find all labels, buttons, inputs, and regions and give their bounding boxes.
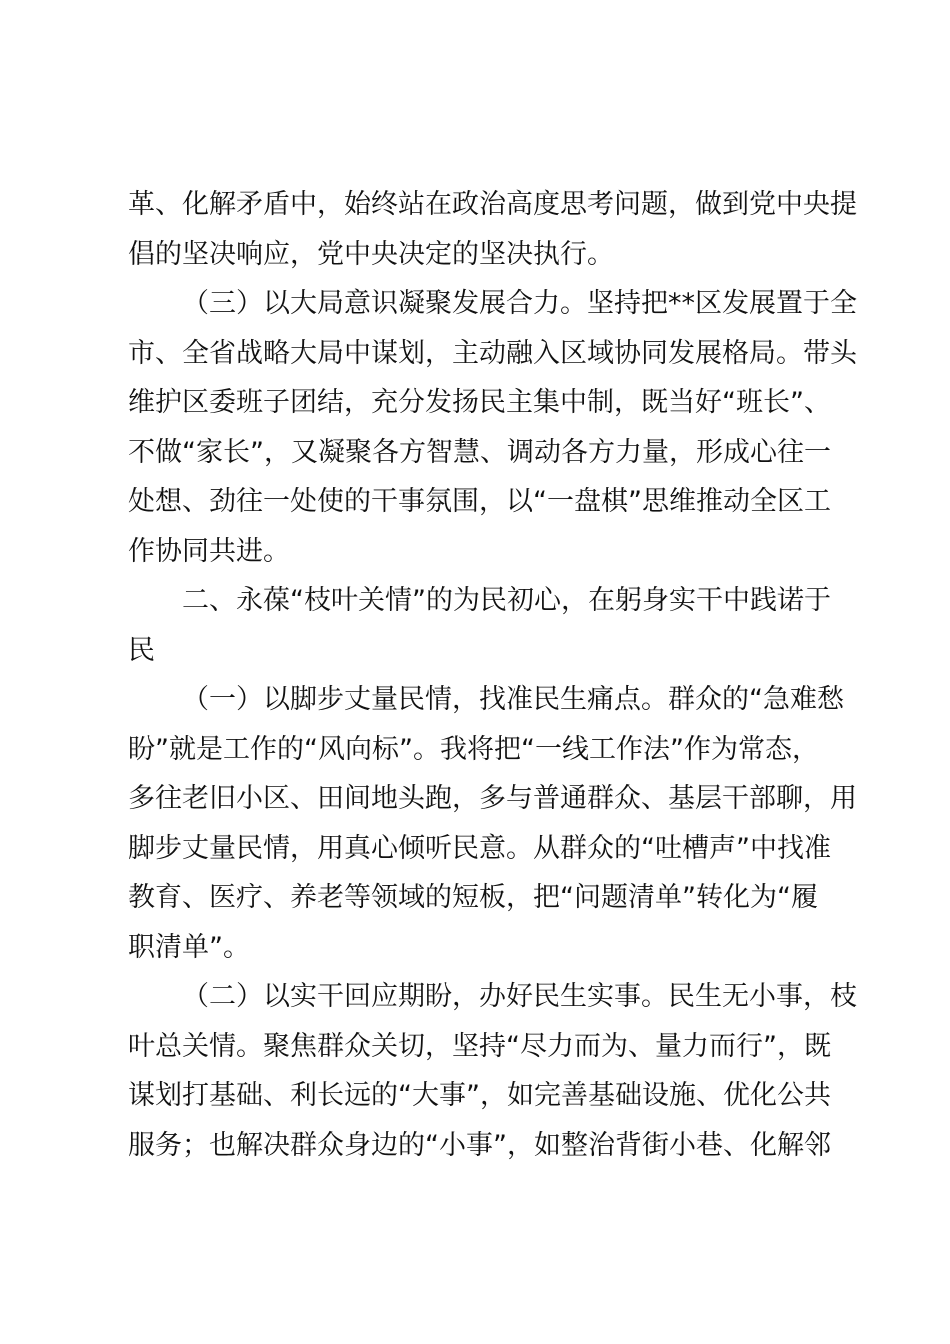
text-line: 盼”就是工作的“风向标”。我将把“一线工作法”作为常态， [128, 733, 819, 765]
text-line: 职清单”。 [128, 931, 250, 963]
body-text [128, 180, 857, 1170]
text-line: 革、化解矛盾中，始终站在政治高度思考问题，做到党中央提 [128, 189, 857, 220]
text-line: 市、全省战略大局中谋划，主动融入区域协同发展格局。带头 [128, 337, 857, 369]
text-line: 不做“家长”，又凝聚各方智慧、调动各方力量，形成心往一 [128, 436, 831, 468]
text-line: 脚步丈量民情，用真心倾听民意。从群众的“吐槽声”中找准 [128, 832, 831, 864]
text-line: 多往老旧小区、田间地头跑，多与普通群众、基层干部聊，用 [128, 783, 857, 814]
text-line: 维护区委班子团结，充分发扬民主集中制，既当好“班长”、 [128, 387, 831, 418]
text-line: 民 [128, 634, 155, 666]
section-heading-1: （一）以脚步丈量民情，找准民生痛点。群众的“急难愁 [182, 684, 844, 715]
text-line: 作协同共进。 [128, 535, 290, 567]
section-heading-3: （三）以大局意识凝聚发展合力。坚持把**区发展置于全 [182, 288, 857, 319]
section-heading-2: （二）以实干回应期盼，办好民生实事。民生无小事，枝 [182, 981, 857, 1012]
text-line: 叶总关情。聚焦群众关切，坚持“尽力而为、量力而行”，既 [128, 1030, 831, 1062]
text-line: 服务；也解决群众身边的“小事”，如整治背街小巷、化解邻 [128, 1129, 831, 1161]
text-line: 处想、劲往一处使的干事氛围，以“一盘棋”思维推动全区工 [128, 486, 831, 517]
chapter-heading-2: 二、永葆“枝叶关情”的为民初心，在躬身实干中践诺于 [182, 585, 831, 616]
text-line: 谋划打基础、利长远的“大事”，如完善基础设施、优化公共 [128, 1080, 831, 1111]
text-line: 倡的坚决响应，党中央决定的坚决执行。 [128, 238, 614, 270]
text-line: 教育、医疗、养老等领域的短板，把“问题清单”转化为“履 [128, 882, 818, 913]
